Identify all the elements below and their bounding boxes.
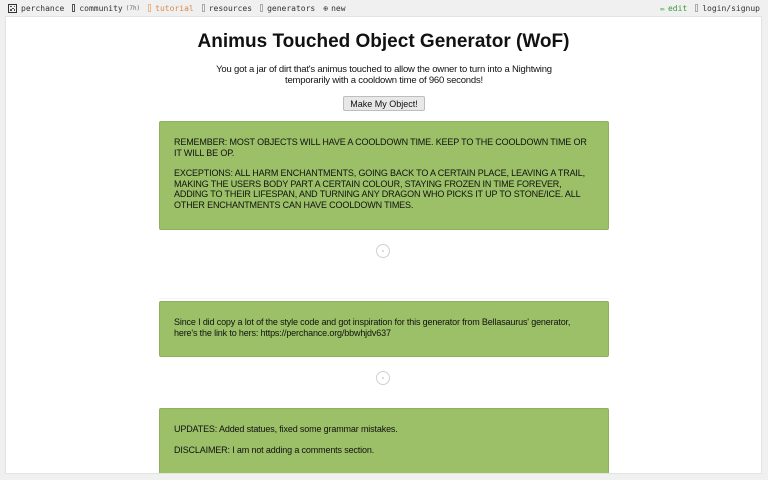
info-box-updates	[159, 408, 609, 474]
nav-tutorial-label: tutorial	[155, 3, 194, 13]
pencil-icon: ✏	[660, 3, 665, 13]
book-icon	[148, 4, 151, 12]
info-box-credits	[159, 301, 609, 357]
nav-perchance[interactable]	[8, 4, 64, 13]
updates-text: UPDATES: Added statues, fixed some grammar mistakes.	[174, 424, 398, 434]
nav-resources-label: resources	[208, 3, 253, 13]
top-navbar	[0, 0, 768, 16]
divider-ring-icon	[376, 371, 390, 385]
rules-remember-text: REMEMBER: MOST OBJECTS WILL HAVE A COOLDOWN TIME. KEEP TO THE COOLDOWN TIME OR IT WILL BE OP.	[174, 137, 587, 158]
info-box-rules	[159, 121, 609, 230]
chat-icon	[72, 4, 75, 12]
navbar-right	[660, 4, 768, 13]
plus-circle-icon: ⊕	[323, 3, 329, 13]
nav-resources[interactable]	[202, 4, 252, 13]
divider-line	[159, 298, 609, 299]
page-title: Animus Touched Object Generator (WoF)	[197, 31, 570, 52]
folder-icon	[202, 4, 205, 12]
nav-community-label: community	[79, 3, 123, 13]
nav-login-label: login/signup	[702, 3, 760, 13]
nav-new[interactable]	[323, 4, 345, 13]
nav-login[interactable]	[695, 4, 760, 13]
nav-tutorial[interactable]	[148, 4, 194, 13]
credits-text: Since I did copy a lot of the style code and got inspiration for this generator from Bellasaurus' generator, here's the link to hers: https://perchance.org/bbwhjdv637	[174, 317, 571, 338]
community-count-badge: (7h)	[125, 4, 141, 12]
dice-icon	[8, 4, 17, 13]
list-icon	[260, 4, 263, 12]
nav-generators[interactable]	[260, 4, 315, 13]
nav-edit-label: edit	[667, 3, 688, 13]
nav-generators-label: generators	[267, 3, 316, 13]
generated-result: You got a jar of dirt that's animus touched to allow the owner to turn into a Nightwing temporarily with a cooldown time of 960 seconds!	[216, 64, 552, 86]
user-icon	[695, 4, 698, 12]
generator-panel	[5, 16, 762, 474]
disclaimer-text: DISCLAIMER: I am not adding a comments section.	[174, 444, 375, 455]
make-object-button[interactable]: Make My Object!	[343, 96, 425, 111]
divider-ring-icon	[376, 244, 390, 258]
nav-perchance-label: perchance	[21, 3, 65, 13]
nav-community[interactable]	[72, 4, 140, 13]
navbar-left	[0, 4, 354, 13]
nav-new-label: new	[331, 3, 346, 13]
rules-exceptions-text: EXCEPTIONS: ALL HARM ENCHANTMENTS, GOING BACK TO A CERTAIN PLACE, LEAVING A TRAIL, MAKING THE USERS BODY PART A CERTAIN COLOUR, STAYING FROZEN IN TIME FOREVER, ADDING TO THEIR LIFESPAN, AND TURNING ANY DRAGON WHO PICKS IT UP TO STONE/ICE. ALL OTHER ENCHANTMENTS CAN HAVE COOLDOWN TIMES.	[174, 168, 585, 210]
nav-edit[interactable]	[660, 4, 687, 13]
